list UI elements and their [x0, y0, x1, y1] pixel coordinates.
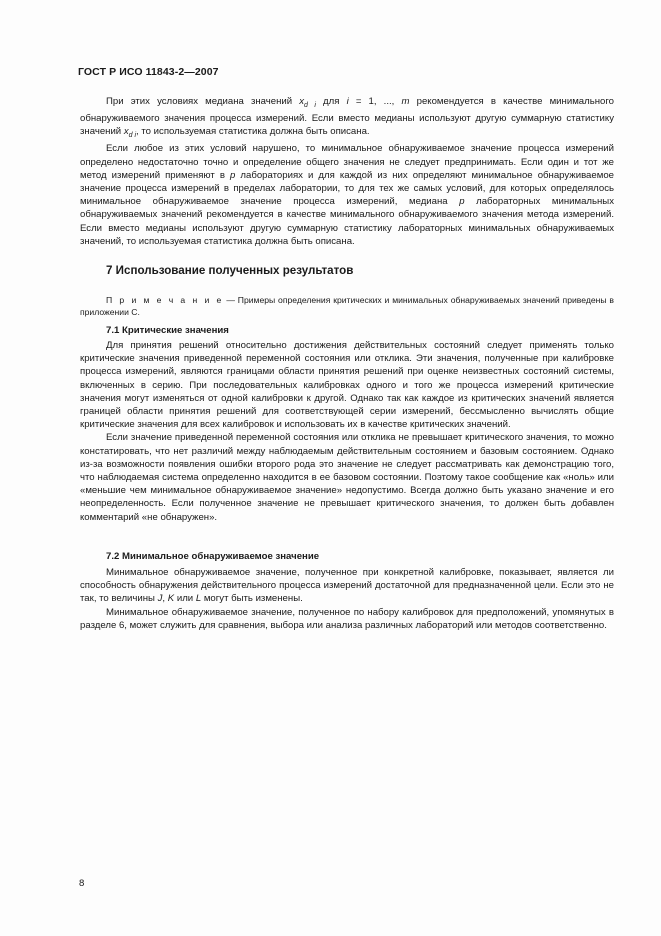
subsection-7-1-title: 7.1 Критические значения: [106, 325, 229, 336]
section-7-title: 7 Использование полученных результатов: [106, 264, 354, 277]
note-text: — Примеры определения критических и минимальных обнаруживаемых значений приведены в приложении С.: [80, 295, 614, 317]
subsection-7-2-title: 7.2 Минимальное обнаруживаемое значение: [106, 551, 320, 562]
subsection-7-2-paragraph-1: Минимальное обнаруживаемое значение, полученное при конкретной калибровке, показывает, является ли способность обнаружения действительного процесса измерений достаточной для предназначенной цели. Если это не так, то величины J, K или L могут быть изменены.: [80, 567, 614, 605]
subsection-7-2-paragraph-2: Минимальное обнаруживаемое значение, полученное по набору калибровок для предположений, упомянутых в разделе 6, может служить для сравнения, выбора или анализа различных лабораторий или методов соответственно.: [80, 606, 614, 631]
subsection-7-2-block: [80, 566, 614, 632]
note-label: П р и м е ч а н и е: [106, 295, 224, 305]
intro-block: [80, 95, 614, 248]
subsection-7-1-paragraph-2: Если значение приведенной переменной состояния или отклика не превышает критического значения, то можно констатировать, что нет различий между наблюдаемым действительным состоянием и базовым состоянием. Однако из-за возможности появления ошибки второго рода это значение не следует рассматривать как демонстрацию того, что наблюдаемая система определенно находится в ее базовом состоянии. Поэтому такое сообщение как «ноль» или «меньшие чем минимальное обнаруживаемое значение» недопустимо. Всегда должно быть указано значение и его неопределенность. Если полученное значение не превышает критического значения, то должен быть добавлен комментарий «не обнаружен».: [80, 432, 614, 523]
section-7-note: [80, 294, 614, 318]
intro-paragraph-2: Если любое из этих условий нарушено, то минимальное обнаруживаемое значение процесса измерений определено недостаточно точно и определение общего значения не следует предпринимать. Если один и тот же метод измерений применяют в p лабораториях и для каждой из них определяют минимальное обнаруживаемое значение процесса измерений в пределах лаборатории, то для тех же самых условий, для которых определялось минимальное обнаруживаемое значение процесса измерений, медиана p лабораторных минимальных обнаруживаемых значений рекомендуется в качестве минимального обнаруживаемого значения метода измерений. Если вместо медианы используют другую суммарную статистику лабораторных минимальных обнаруживаемых значений, то используемая статистика должна быть описана.: [80, 143, 614, 247]
subsection-7-1-paragraph-1: Для принятия решений относительно достижения действительных состояний следует применять только критические значения приведенной переменной состояния или отклика. Эти значения, полученные при калибровке процесса измерений, являются границами области принятия решений при оценке неизвестных состояний системы, включенных в серию. При последовательных калибровках одного и того же процесса измерений критические значения могут изменяться от одной калибровки к другой. Однако так как каждое из критических значений является границей области принятия решений для соответствующей серии измерений, бессмысленно вычислять общие критические значения для всех калибровок и использовать их в качестве критических значений.: [80, 340, 614, 431]
page-number: 8: [79, 878, 85, 889]
intro-paragraph-1: При этих условиях медиана значений $x_{d i}$ для i = 1, ..., m рекомендуется в качестве минимального обнаруживаемого значения процесса измерений. Если вместо медианы используют другую суммарную статистику значений $x_{d i}$, то используемая статистика должна быть описана.: [80, 96, 614, 140]
subsection-7-1-block: [80, 339, 614, 524]
document-header: ГОСТ Р ИСО 11843-2—2007: [78, 66, 219, 78]
